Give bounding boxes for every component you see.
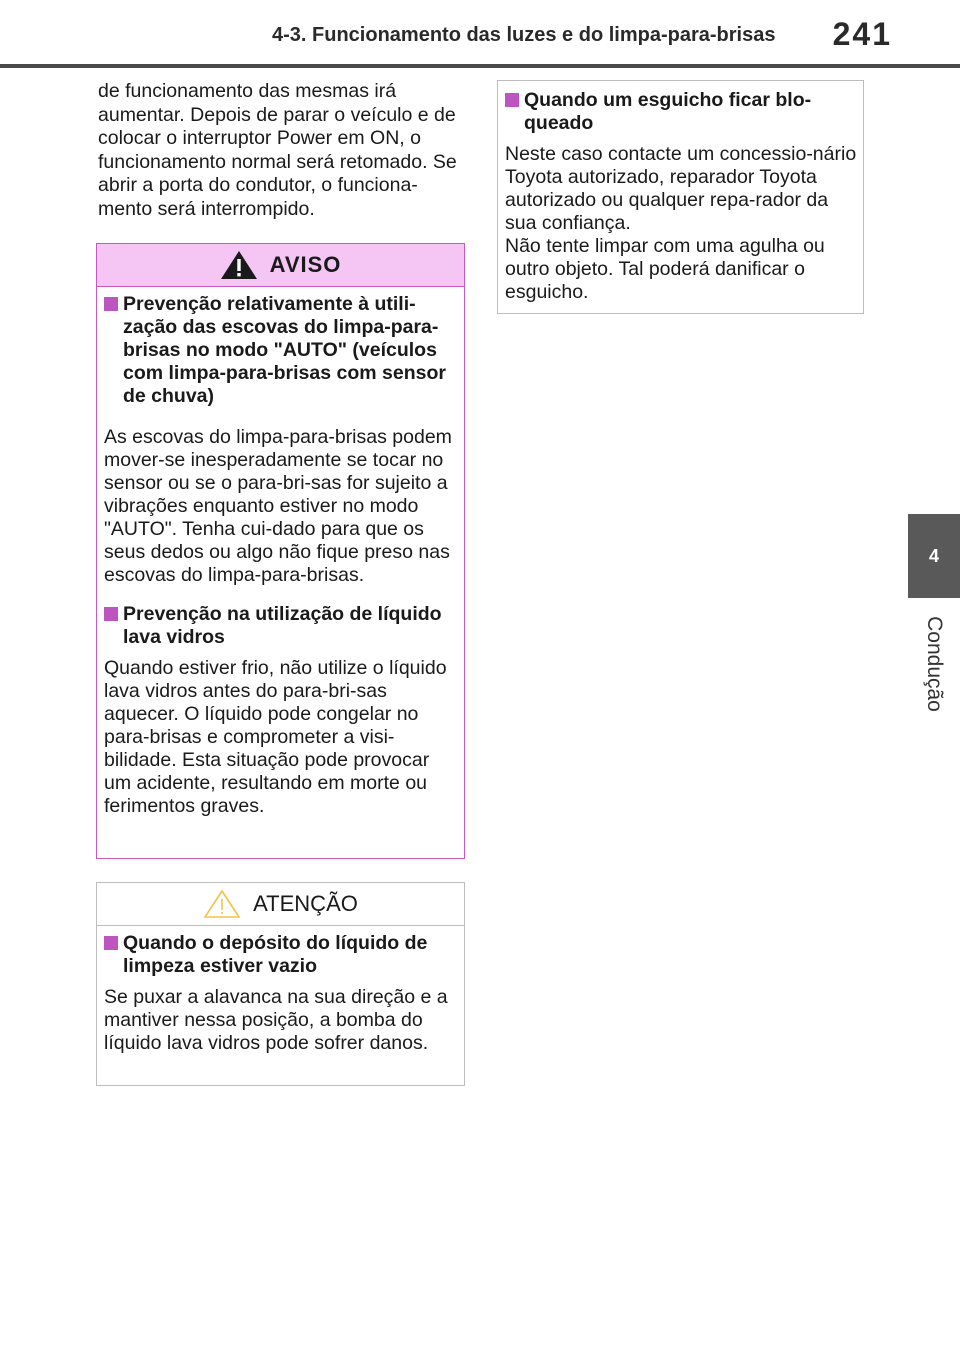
warning-section-text: Quando estiver frio, não utilize o líquido lava vidros antes do para-bri-sas aquecer. O líquido pode congelar no para-brisas e comprometer a visi-bilidade. Esta situação pode provocar um acidente, resultando em morte ou ferimentos graves. [104,657,447,817]
info-section-text: Não tente limpar com uma agulha ou outro objeto. Tal poderá danificar o esguicho. [505,235,825,303]
info-section-title [505,89,844,135]
warning-triangle-icon [220,250,258,280]
chapter-tab [908,514,960,598]
warning-box-content [97,293,464,818]
square-bullet-icon [104,607,118,621]
info-section-title-text: Quando um esguicho ficar blo-queado [524,89,812,134]
caution-section-title [104,932,453,978]
info-box [497,80,864,314]
warning-section-title [104,293,453,408]
caution-heading: ATENÇÃO [253,891,358,916]
warning-section-title [104,603,453,649]
caution-section-title-text: Quando o depósito do líquido de limpeza estiver vazio [123,932,428,977]
caution-box [96,882,465,1086]
caution-box-content [97,932,464,1055]
square-bullet-icon [505,93,519,107]
chapter-number: 4 [928,545,939,566]
chapter-label: Condução [923,616,946,712]
warning-section-title-text: Prevenção na utilização de líquido lava vidros [123,603,442,648]
warning-section-text: As escovas do limpa-para-brisas podem mover-se inesperadamente se tocar no sensor ou se o para-bri-sas for sujeito a vibrações enquanto estiver no modo "AUTO". Tenha cui-dado para que os seus dedos ou algo não fique preso nas escovas do limpa-para-brisas. [104,426,452,586]
intro-paragraph: de funcionamento das mesmas irá aumentar. Depois de parar o veículo e de colocar o interruptor Power em ON, o funcionamento normal será retomado. Se abrir a porta do condutor, o funciona-mento será interrompido. [98,80,457,220]
page-number: 241 [832,16,892,52]
info-section-text: Neste caso contacte um concessio-nário Toyota autorizado, reparador Toyota autorizado ou qualquer repa-rador da sua confiança. [505,143,857,234]
warning-section-title-text: Prevenção relativamente à utili-zação das escovas do limpa-para-brisas no modo "AUTO" (veículos com limpa-para-brisas com sensor de chuva) [123,293,446,407]
caution-section-text: Se puxar a alavanca na sua direção e a mantiver nessa posição, a bomba do líquido lava vidros pode sofrer danos. [104,986,448,1054]
square-bullet-icon [104,297,118,311]
square-bullet-icon [104,936,118,950]
warning-box [96,243,465,859]
section-header-title: 4-3. Funcionamento das luzes e do limpa-para-brisas [272,24,776,46]
info-box-content [498,89,863,304]
warning-heading: AVISO [269,252,342,277]
caution-box-header [97,883,464,926]
warning-box-header [97,244,464,287]
caution-triangle-icon [203,889,241,919]
header-divider [0,64,960,68]
